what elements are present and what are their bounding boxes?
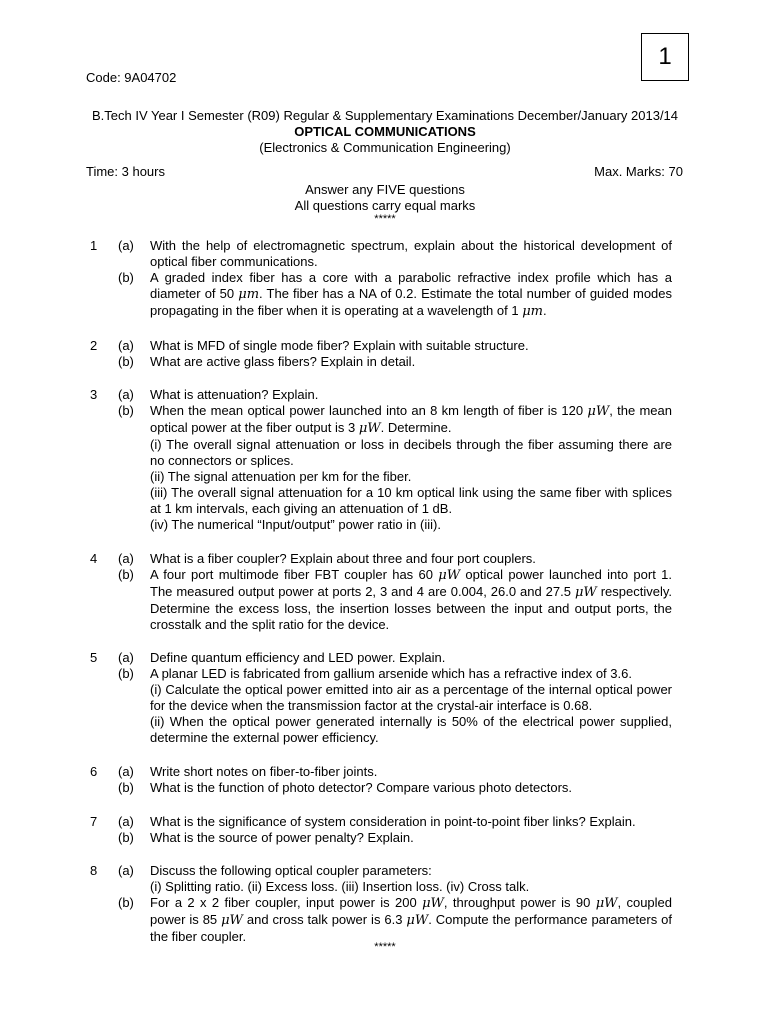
question-part	[86, 780, 672, 796]
part-label: (a)	[118, 338, 134, 353]
part-text: What is the function of photo detector? Compare various photo detectors.	[150, 780, 573, 795]
question-part	[86, 238, 672, 270]
question-number: 1	[90, 238, 98, 253]
separator-stars: *****	[374, 213, 396, 225]
question-part	[86, 387, 672, 403]
question-part	[86, 354, 672, 370]
part-label: (b)	[118, 895, 134, 910]
part-label: (b)	[118, 567, 134, 582]
exam-header	[60, 108, 710, 156]
instruction-line-1: Answer any FIVE questions	[305, 182, 465, 197]
part-text: A four port multimode fiber FBT coupler has 60 μW optical power launched into port 1. The measured output power at ports 2, 3 and 4 are 0.004, 26.0 and 27.5 μW respectively. Determine the excess loss, the insertion losses between the input and output ports, the crosstalk and the split ratio for the device.	[150, 567, 672, 632]
question-number: 8	[90, 863, 98, 878]
question-part	[86, 814, 672, 830]
part-text: What is the source of power penalty? Explain.	[150, 830, 414, 845]
question-part	[86, 650, 672, 666]
part-label: (a)	[118, 764, 134, 779]
part-label: (b)	[118, 403, 134, 418]
part-text: What are active glass fibers? Explain in detail.	[150, 354, 416, 369]
question-part	[86, 551, 672, 567]
part-label: (a)	[118, 551, 134, 566]
instructions	[60, 182, 710, 224]
paper-code: Code: 9A04702	[86, 70, 177, 85]
question-number: 6	[90, 764, 98, 779]
question-part	[86, 403, 672, 533]
part-text: When the mean optical power launched into an 8 km length of fiber is 120 μW, the mean optical power at the fiber output is 3 μW. Determine. (i) The overall signal attenuation or loss in decibels through the fiber assuming there are no connectors or splices. (ii) The signal attenuation per km for the fiber. (iii) The overall signal attenuation for a 10 km optical link using the same fiber with splices at 1 km intervals, each giving an attenuation of 1 dB. (iv) The numerical “Input/output” power ratio in (iii).	[150, 403, 672, 532]
part-label: (a)	[118, 863, 134, 878]
exam-title: B.Tech IV Year I Semester (R09) Regular & Supplementary Examinations December/January 2013/14	[91, 108, 679, 123]
page-number-box: 1	[641, 33, 689, 81]
question-number: 7	[90, 814, 98, 829]
part-text: What is the significance of system consideration in point-to-point fiber links? Explain.	[150, 814, 636, 829]
question-3	[86, 387, 672, 533]
part-text: What is attenuation? Explain.	[150, 387, 319, 402]
part-text: Write short notes on fiber-to-fiber joints.	[150, 764, 378, 779]
subject-title: OPTICAL COMMUNICATIONS	[294, 124, 476, 139]
question-8	[86, 863, 672, 945]
question-number: 3	[90, 387, 98, 402]
question-2	[86, 338, 672, 370]
exam-time: Time: 3 hours	[86, 164, 165, 179]
part-text: For a 2 x 2 fiber coupler, input power is 200 μW, throughput power is 90 μW, coupled power is 85 μW and cross talk power is 6.3 μW. Compute the performance parameters of the fiber coupler.	[150, 895, 673, 944]
branch-title: (Electronics & Communication Engineering)	[259, 140, 511, 155]
question-part	[86, 764, 672, 780]
question-1	[86, 238, 672, 320]
part-label: (b)	[118, 780, 134, 795]
question-number: 5	[90, 650, 98, 665]
part-label: (a)	[118, 387, 134, 402]
part-text: Define quantum efficiency and LED power. Explain.	[150, 650, 446, 665]
part-text: A planar LED is fabricated from gallium arsenide which has a refractive index of 3.6. (i) Calculate the optical power emitted into air as a percentage of the internal optical power for the device when the transmission factor at the crystal-air interface is 0.68. (ii) When the optical power generated internally is 50% of the electrical power supplied, determine the external power efficiency.	[150, 666, 672, 745]
part-label: (a)	[118, 238, 134, 253]
max-marks: Max. Marks: 70	[594, 164, 683, 179]
part-label: (a)	[118, 814, 134, 829]
part-text: What is MFD of single mode fiber? Explain with suitable structure.	[150, 338, 529, 353]
question-part	[86, 830, 672, 846]
part-text: Discuss the following optical coupler parameters: (i) Splitting ratio. (ii) Excess loss. (iii) Insertion loss. (iv) Cross talk.	[150, 863, 530, 894]
part-label: (b)	[118, 830, 134, 845]
question-number: 4	[90, 551, 98, 566]
question-number: 2	[90, 338, 98, 353]
part-label: (b)	[118, 270, 134, 285]
part-label: (b)	[118, 666, 134, 681]
question-part	[86, 270, 672, 320]
question-5	[86, 650, 672, 746]
question-part	[86, 666, 672, 746]
question-6	[86, 764, 672, 796]
question-7	[86, 814, 672, 846]
question-4	[86, 551, 672, 633]
question-part	[86, 567, 672, 633]
part-text: A graded index fiber has a core with a parabolic refractive index profile which has a diameter of 50 μm. The fiber has a NA of 0.2. Estimate the total number of guided modes propagating in the fiber when it is operating at a wavelength of 1 μm.	[150, 270, 673, 319]
end-stars: *****	[374, 941, 396, 953]
part-label: (b)	[118, 354, 134, 369]
question-part	[86, 338, 672, 354]
question-part	[86, 863, 672, 895]
instruction-line-2: All questions carry equal marks	[294, 198, 476, 213]
part-text: With the help of electromagnetic spectrum, explain about the historical development of optical fiber communications.	[150, 238, 672, 269]
question-part	[86, 895, 672, 945]
part-text: What is a fiber coupler? Explain about three and four port couplers.	[150, 551, 536, 566]
part-label: (a)	[118, 650, 134, 665]
